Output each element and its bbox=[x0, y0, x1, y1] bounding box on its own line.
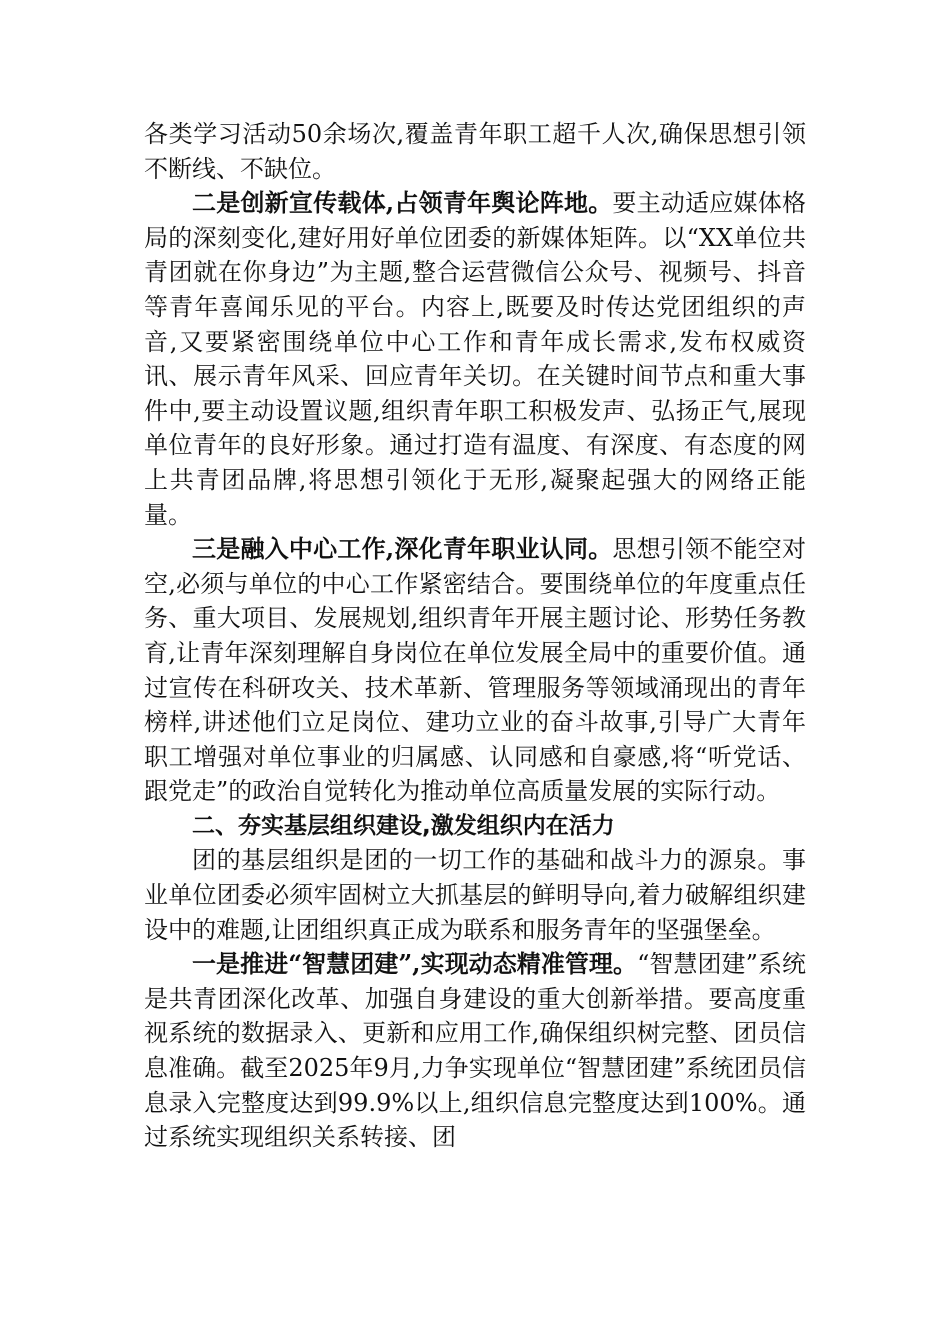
paragraph-text: 思想引领不能空对空,必须与单位的中心工作紧密结合。要围绕单位的年度重点任务、重大项目、发展规划,组织青年开展主题讨论、形势任务教育,让青年深刻理解自身岗位在单位发展全局中的重要价值。通过宣传在科研攻关、技术革新、管理服务等领域涌现出的青年榜样,讲述他们立足岗位、建功立业的奋斗故事,引导广大青年职工增强对单位事业的归属感、认同感和自豪感,将“听党话、跟党走”的政治自觉转化为推动单位高质量发展的实际行动。 bbox=[144, 535, 807, 806]
paragraph-lead: 三是融入中心工作,深化青年职业认同。 bbox=[192, 534, 613, 564]
paragraph-lead: 一是推进“智慧团建”,实现动态精准管理。 bbox=[192, 949, 638, 979]
paragraph-lead: 二是创新宣传载体,占领青年舆论阵地。 bbox=[192, 188, 613, 218]
paragraph-continuation bbox=[144, 117, 806, 186]
paragraph-text: 要主动适应媒体格局的深刻变化,建好用好单位团委的新媒体矩阵。以“XX单位共青团就在你身边”为主题,整合运营微信公众号、视频号、抖音等青年喜闻乐见的平台。内容上,既要及时传达党团组织的声音,又要紧密围绕单位中心工作和青年成长需求,发布权威资讯、展示青年风采、回应青年关切。在关键时间节点和重大事件中,要主动设置议题,组织青年职工积极发声、弘扬正气,展现单位青年的良好形象。通过打造有温度、有深度、有态度的网上共青团品牌,将思想引领化于无形,凝聚起强大的网络正能量。 bbox=[144, 189, 807, 529]
paragraph-text: “智慧团建”系统是共青团深化改革、加强自身建设的重大创新举措。要高度重视系统的数据录入、更新和应用工作,确保组织树完整、团员信息准确。截至2025年9月,力争实现单位“智慧团建”系统团员信息录入完整度达到99.9%以上,组织信息完整度达到100%。通过系统实现组织关系转接、团 bbox=[144, 950, 807, 1152]
section-heading bbox=[144, 809, 806, 844]
paragraph-text: 各类学习活动50余场次,覆盖青年职工超千人次,确保思想引领不断线、不缺位。 bbox=[144, 120, 806, 183]
section-heading-text: 二、夯实基层组织建设,激发组织内在活力 bbox=[192, 812, 615, 839]
paragraph-central-work bbox=[144, 532, 806, 809]
paragraph-grassroots bbox=[144, 843, 806, 947]
paragraph-text: 团的基层组织是团的一切工作的基础和战斗力的源泉。事业单位团委必须牢固树立大抓基层的鲜明导向,着力破解组织建设中的难题,让团组织真正成为联系和服务青年的坚强堡垒。 bbox=[144, 846, 806, 944]
paragraph-smart-league bbox=[144, 947, 806, 1155]
paragraph-publicity bbox=[144, 186, 806, 532]
document-page bbox=[144, 117, 806, 1155]
